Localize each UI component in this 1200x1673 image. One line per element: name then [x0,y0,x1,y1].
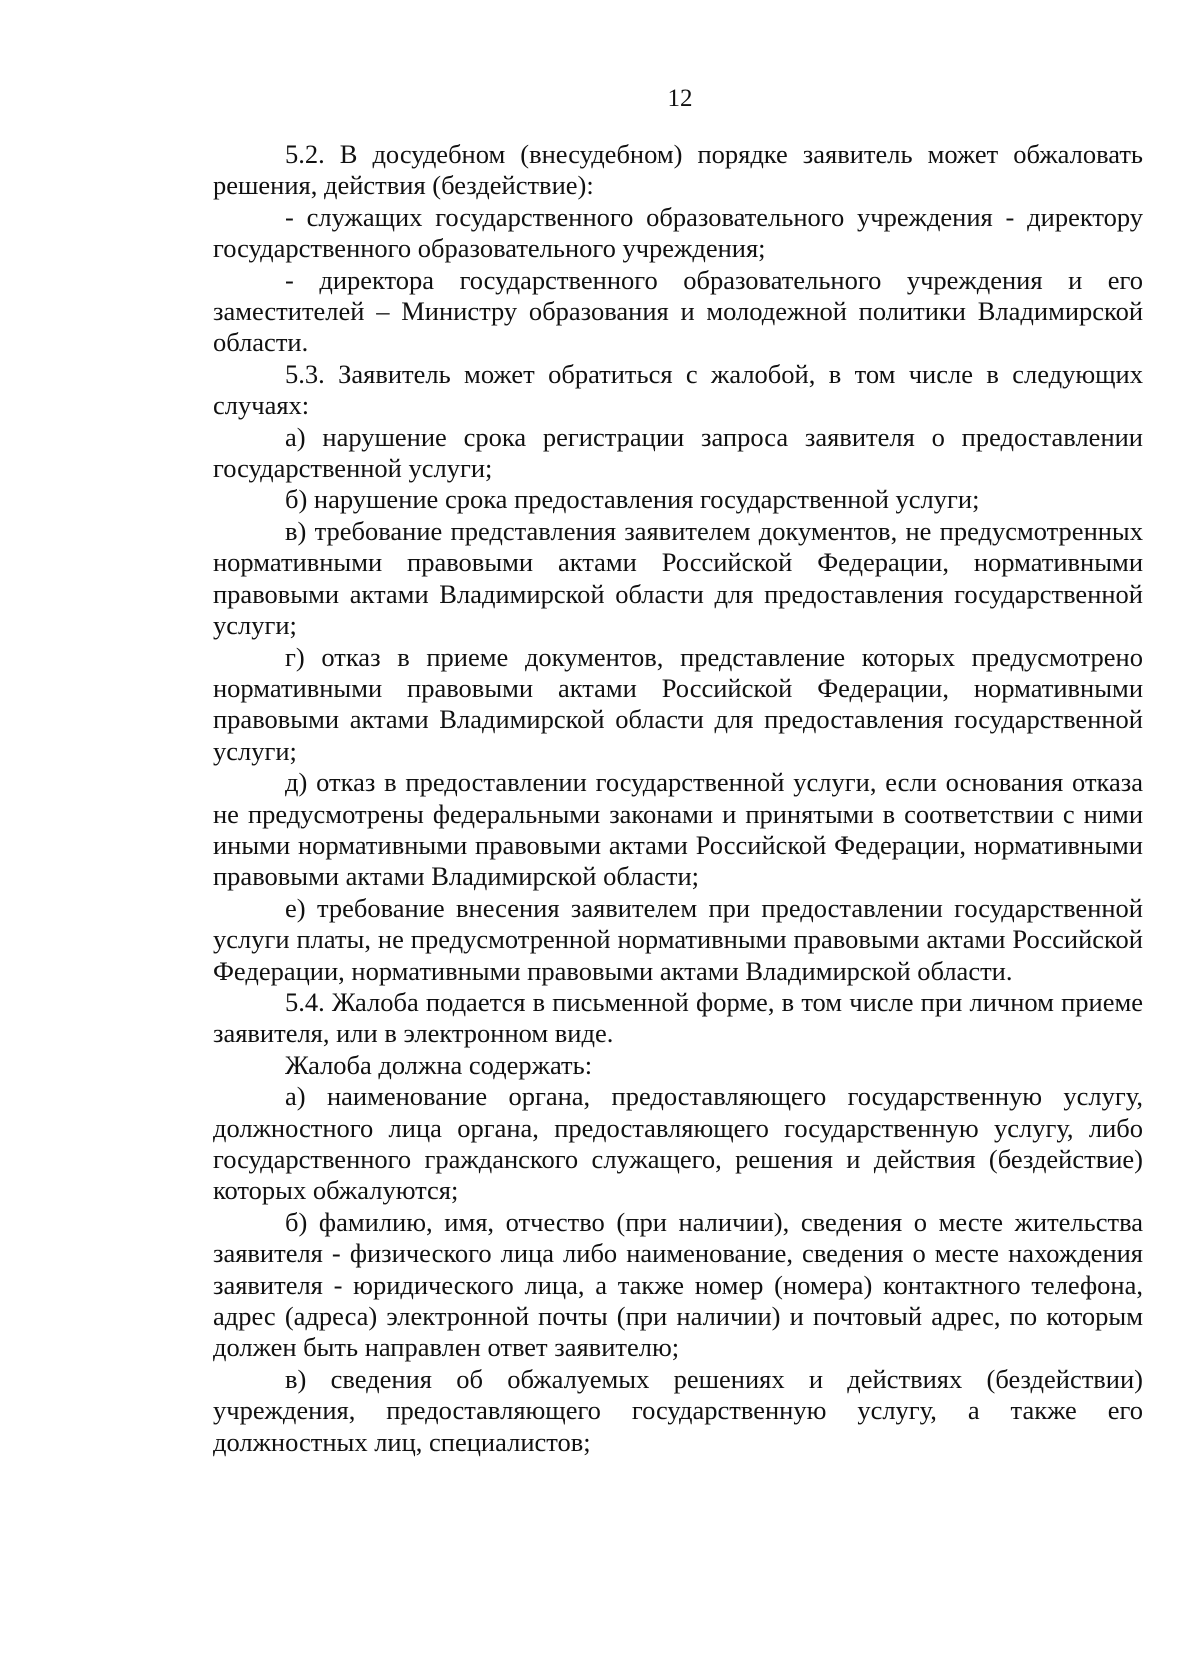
paragraph-5-4-intro: Жалоба должна содержать: [285,1049,593,1080]
paragraph-5-3-item-e: е) требование внесения заявителем при предоставлении государственной услуги платы, не предусмотренной нормативными правовыми актами Российской Федерации, нормативными правовыми актами Владимирской области. [213,892,1143,986]
paragraph-5-3-item-d: д) отказ в предоставлении государственной услуги, если основания отказа не предусмотрены федеральными законами и принятыми в соответствии с ними иными нормативными правовыми актами Российской Федерации, нормативными правовыми актами Владимирской области; [213,767,1143,892]
paragraph-5-3-item-v: в) требование представления заявителем документов, не предусмотренных нормативными правовыми актами Российской Федерации, нормативными правовыми актами Владимирской области для предоставления государственной услуги; [213,515,1143,641]
paragraph-5-2-item-employees: - служащих государственного образовательного учреждения - директору государственного образовательного учреждения; [213,201,1143,264]
page-number: 12 [667,85,693,112]
paragraph-5-4-item-v: в) сведения об обжалуемых решениях и действиях (бездействии) учреждения, предоставляющего государственную услугу, а также его должностных лиц, специалистов; [213,1363,1143,1457]
paragraph-5-3-item-g: г) отказ в приеме документов, представление которых предусмотрено нормативными правовыми актами Российской Федерации, нормативными правовыми актами Владимирской области для предоставления государственной услуги; [213,641,1143,766]
paragraph-5-3-item-b: б) нарушение срока предоставления государственной услуги; [285,484,980,515]
paragraph-5-3-item-a: а) нарушение срока регистрации запроса заявителя о предоставлении государственной услуги; [213,421,1143,484]
paragraph-5-4-item-b: б) фамилию, имя, отчество (при наличии), сведения о месте жительства заявителя - физического лица либо наименование, сведения о месте нахождения заявителя - юридического лица, а также номер (номера) контактного телефона, адрес (адреса) электронной почты (при наличии) и почтовый адрес, по которым должен быть направлен ответ заявителю; [213,1206,1143,1363]
document-body [213,139,1143,1458]
paragraph-5-2: 5.2. В досудебном (внесудебном) порядке заявитель может обжаловать решения, действия (бездействие): [213,139,1143,201]
paragraph-5-3: 5.3. Заявитель может обратиться с жалобой, в том числе в следующих случаях: [213,358,1143,421]
paragraph-5-4-item-a: а) наименование органа, предоставляющего государственную услугу, должностного лица органа, предоставляющего государственную услугу, либо государственного гражданского служащего, решения и действия (бездействие) которых обжалуются; [213,1081,1143,1206]
paragraph-5-2-item-director: - директора государственного образовательного учреждения и его заместителей – Министру образования и молодежной политики Владимирской области. [213,264,1143,358]
paragraph-5-4: 5.4. Жалоба подается в письменной форме, в том числе при личном приеме заявителя, или в электронном виде. [213,986,1143,1049]
